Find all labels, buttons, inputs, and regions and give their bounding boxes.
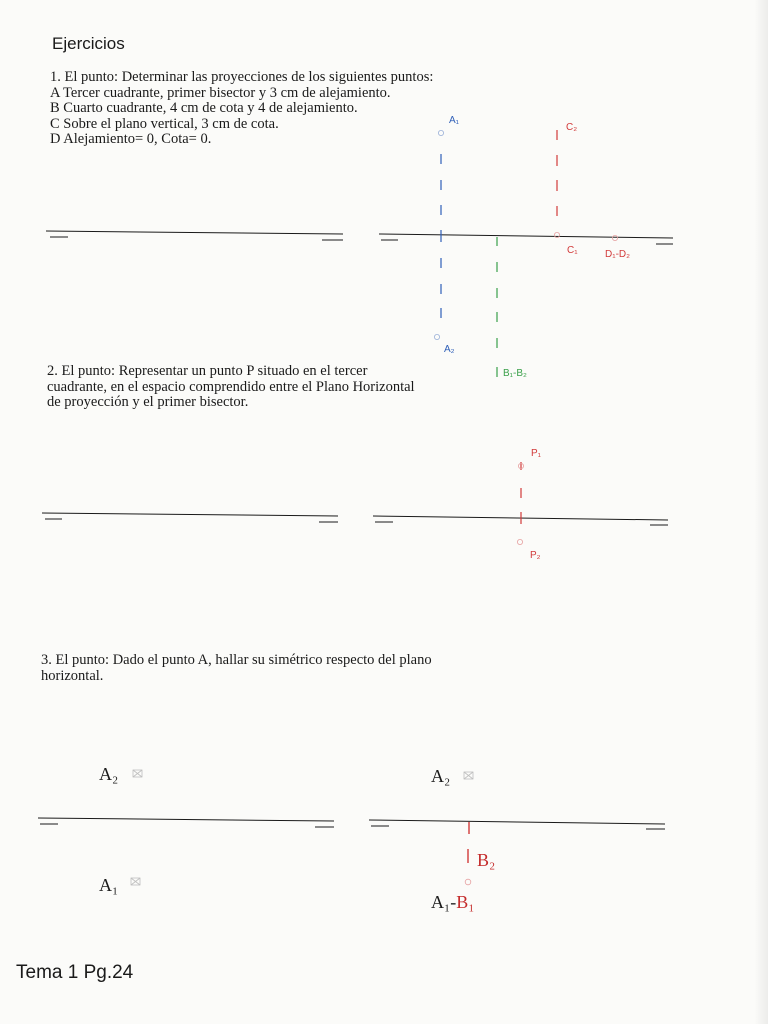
page-footer: Tema 1 Pg.24: [16, 962, 134, 983]
exercise-1-line: C Sobre el plano vertical, 3 cm de cota.: [50, 115, 279, 132]
exercise-2-line: 2. El punto: Representar un punto P situado en el tercer: [47, 363, 368, 379]
ex3-label-a1-part: A₁-: [431, 892, 457, 912]
ex3-left-a2-marker: [133, 770, 142, 777]
point-d-marker: [612, 235, 617, 240]
point-a1-marker: [438, 130, 443, 135]
label-c1: C₁: [567, 245, 578, 256]
label-a1: A₁: [449, 115, 460, 126]
label-a2: A₂: [444, 344, 455, 355]
point-b-symmetric-reference-line: [468, 822, 469, 863]
label-b1-b2: B₁-B₂: [503, 368, 527, 379]
point-p2-marker: [517, 539, 522, 544]
exercise-3-line: horizontal.: [41, 667, 104, 684]
exercise-2-line: de proyección y el primer bisector.: [47, 394, 249, 410]
ex3-left-label-a2: A₂: [99, 764, 119, 784]
ex3-b-marker: [465, 879, 471, 885]
point-a2-marker: [434, 334, 439, 339]
exercise-1-line: 1. El punto: Determinar las proyecciones de los siguientes puntos:: [50, 69, 434, 85]
ex3-left-label-a1: A₁: [99, 875, 119, 895]
exercise-1-line: B Cuarto cuadrante, 4 cm de cota y 4 de alejamiento.: [50, 100, 358, 116]
ex3-right-label-a2: A₂: [431, 766, 451, 786]
label-p1: P₁: [531, 448, 542, 459]
exercise-2-line: cuadrante, en el espacio comprendido entre el Plano Horizontal: [47, 378, 415, 395]
ex3-label-b1-part: B₁: [456, 892, 475, 912]
label-c2: C₂: [566, 122, 578, 133]
ex3-right-label-a1-b1: [431, 892, 475, 912]
ex3-right-ground-line: [369, 820, 665, 829]
ex3-right-a2-marker: [464, 772, 473, 779]
ex1-right-ground-line: [379, 234, 673, 244]
exercise-3-line: 3. El punto: Dado el punto A, hallar su simétrico respecto del plano: [41, 652, 432, 668]
label-d1-d2: D₁-D₂: [605, 249, 631, 260]
ex3-left-a1-marker: [131, 878, 140, 885]
page-heading: Ejercicios: [52, 34, 125, 53]
exercise-1-line: A Tercer cuadrante, primer bisector y 3 cm de alejamiento.: [50, 84, 391, 101]
ex3-left-ground-line: [38, 818, 334, 827]
ex1-left-ground-line: [46, 231, 343, 240]
exercise-1-line: D Alejamiento= 0, Cota= 0.: [50, 131, 212, 147]
label-p2: P₂: [530, 550, 541, 561]
ex2-left-ground-line: [42, 513, 338, 522]
ex3-right-label-b2: B₂: [477, 850, 496, 870]
